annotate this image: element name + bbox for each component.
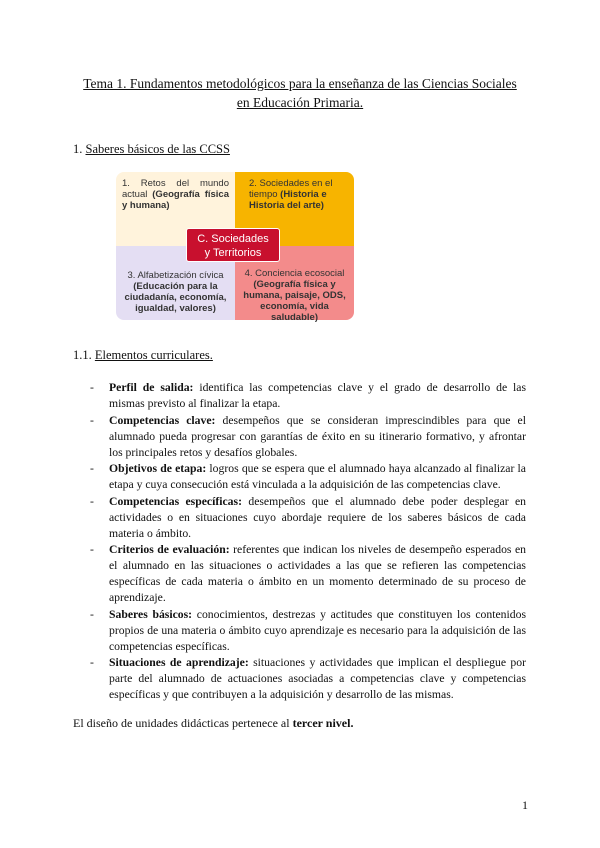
section-label: Saberes básicos de las CCSS xyxy=(85,142,230,156)
item-term: Situaciones de aprendizaje: xyxy=(109,656,249,669)
item-text: desempeños que el alumnado debe poder desplegar en actividades o en situaciones cuyo abordaje requiere de los saberes básicos de cada materia o ámbito. xyxy=(109,494,526,540)
dash-bullet: - xyxy=(90,381,94,394)
item-term: Perfil de salida: xyxy=(109,381,194,394)
section-heading xyxy=(73,142,230,157)
quadrant-alfabetizacion-title: 3. Alfabetización cívica xyxy=(127,270,224,281)
center-label-line-2: y Territorios xyxy=(204,247,262,259)
page-number: 1 xyxy=(522,798,528,812)
dash-bullet: - xyxy=(90,543,94,556)
dash-bullet: - xyxy=(90,413,94,427)
item-text: conocimientos, destrezas y actitudes que constituyen los contenidos propios de una materia o ámbito cuyo aprendizaje es necesario para la adquisición de las competencias específicas. xyxy=(109,607,526,653)
page-title xyxy=(60,74,540,112)
item-text: referentes que indican los niveles de desempeño esperados en el alumnado en las situaciones o actividades a las que se refieren las competencias específicas de cada materia o ámbito en un momento determinado de su proceso de aprendizaje. xyxy=(109,543,526,604)
item-text: logros que se espera que el alumnado haya alcanzado al finalizar la etapa y cuya consecución está vinculada a la adquisición de las competencias clave. xyxy=(109,462,526,491)
item-text: desempeños que se consideran imprescindibles para que el alumnado pueda progresar con garantías de éxito en su itinerario formativo, y afrontar los principales retos y desafíos globales. xyxy=(109,413,526,459)
quadrant-sociedades-title: 2. Sociedades en el tiempo xyxy=(249,178,333,200)
quadrant-retos-subjects: (Geografía física y humana) xyxy=(122,189,229,211)
item-term: Objetivos de etapa: xyxy=(109,462,207,475)
list-item xyxy=(90,380,526,412)
subsection-label: Elementos curriculares. xyxy=(94,348,213,362)
item-text: identifica las competencias clave y el grado de desarrollo de las mismas previsto al finalizar la etapa. xyxy=(109,381,526,410)
list-item xyxy=(90,461,526,493)
item-term: Competencias específicas: xyxy=(109,494,242,508)
saberes-diagram xyxy=(116,172,354,323)
subsection-number: 1.1. xyxy=(73,348,92,362)
quadrant-retos-title: 1. Retos del mundo actual xyxy=(122,178,229,200)
list-item xyxy=(90,607,526,655)
item-term: Saberes básicos: xyxy=(109,607,193,621)
closing-text: El diseño de unidades didácticas pertenece al xyxy=(73,716,293,730)
closing-paragraph xyxy=(73,716,353,731)
item-term: Competencias clave: xyxy=(109,413,216,427)
center-label xyxy=(186,228,280,262)
list-item xyxy=(90,542,526,606)
section-number: 1. xyxy=(73,142,83,156)
quadrant-conciencia-title: 4. Conciencia ecosocial xyxy=(244,268,345,279)
curricular-elements-list xyxy=(90,380,526,704)
dash-bullet: - xyxy=(90,656,94,669)
list-item xyxy=(90,413,526,461)
dash-bullet: - xyxy=(90,607,94,621)
quadrant-alfabetizacion-subjects: (Educación para la ciudadanía, economía, igualdad, valores) xyxy=(124,281,227,314)
dash-bullet: - xyxy=(90,494,94,508)
item-term: Criterios de evaluación: xyxy=(109,543,230,556)
item-text: situaciones y actividades que implican el despliegue por parte del alumnado de actuaciones asociadas a competencias clave y competencias específicas y que contribuyen a la adquisición y desarrollo de las mismas. xyxy=(109,656,526,701)
quadrant-conciencia-subjects: (Geografía física y humana, paisaje, ODS, economía, vida saludable) xyxy=(243,279,346,323)
closing-bold: tercer nivel. xyxy=(292,716,354,730)
center-label-line-1: C. Sociedades xyxy=(197,233,269,245)
subsection-heading xyxy=(73,348,213,363)
list-item xyxy=(90,655,526,703)
quadrant-sociedades-subjects: (Historia e Historia del arte) xyxy=(249,189,327,211)
title-line-2: en Educación Primaria. xyxy=(236,95,364,110)
title-line-1: Tema 1. Fundamentos metodológicos para la enseñanza de las Ciencias Sociales xyxy=(83,76,517,91)
dash-bullet: - xyxy=(90,462,94,475)
list-item xyxy=(90,494,526,542)
